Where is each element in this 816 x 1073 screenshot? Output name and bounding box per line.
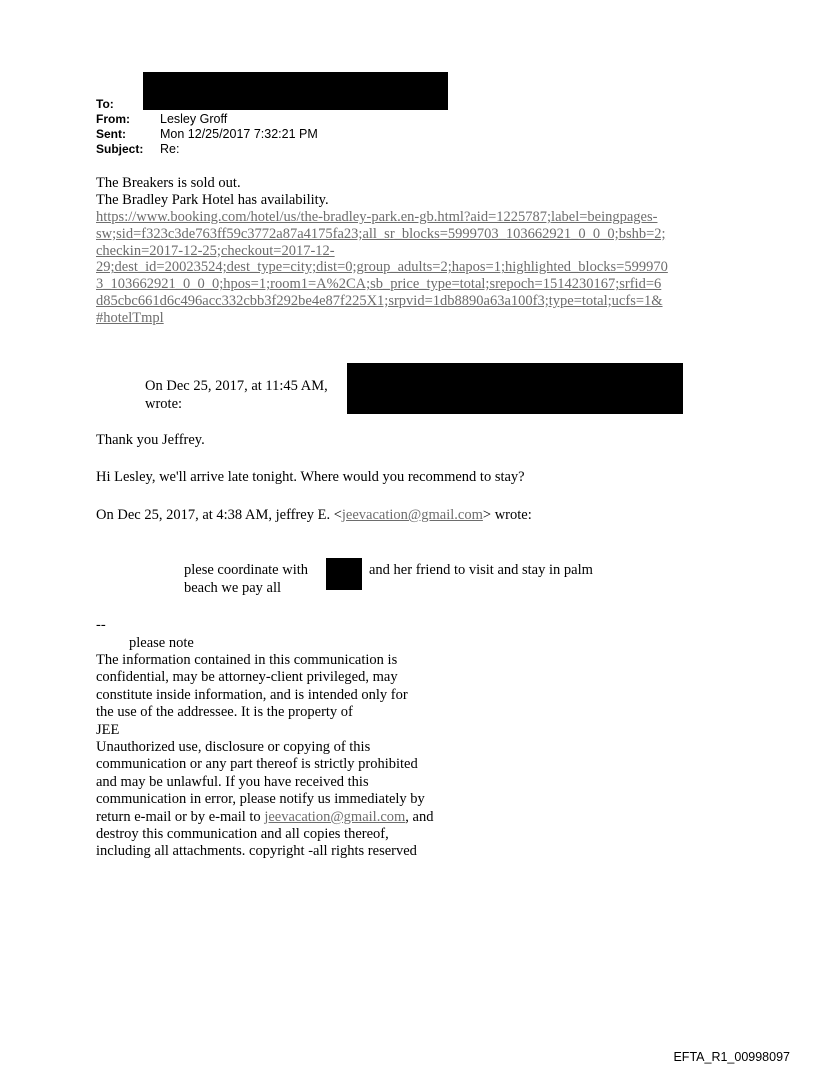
quote2-text-part1: plese coordinate with <box>184 562 309 578</box>
please-note: please note <box>129 635 194 651</box>
sent-value: Mon 12/25/2017 7:32:21 PM <box>160 127 318 141</box>
document-id: EFTA_R1_00998097 <box>673 1050 790 1064</box>
redaction-quote2-name <box>326 558 362 590</box>
disclaimer-line: and may be unlawful. If you have received this <box>96 773 369 790</box>
disclaimer-email-prefix: return e-mail or by e-mail to <box>96 808 265 825</box>
disclaimer-email-link[interactable]: jeevacation@gmail.com <box>264 808 406 825</box>
quote2-attribution <box>96 507 532 524</box>
to-label: To: <box>96 97 114 111</box>
subject-value: Re: <box>160 142 180 156</box>
signature-separator: -- <box>96 617 106 633</box>
attribution-prefix: On Dec 25, 2017, at 4:38 AM, jeffrey E. < <box>96 507 342 523</box>
disclaimer-line: constitute inside information, and is intended only for <box>96 686 408 703</box>
from-value: Lesley Groff <box>160 112 228 126</box>
booking-link-line: sw;sid=f323c3de763ff59c3772a87a4175fa23;all_sr_blocks=5999703_103662921_0_0_0;bshb=2; <box>96 225 666 242</box>
jeevacation-email-link[interactable]: jeevacation@gmail.com <box>341 507 483 523</box>
booking-link-line: checkin=2017-12-25;checkout=2017-12- <box>96 242 335 259</box>
reply-thanks: Thank you Jeffrey. <box>96 432 205 448</box>
disclaimer-line: destroy this communication and all copies thereof, <box>96 826 389 843</box>
disclaimer-email-suffix: , and <box>405 808 434 825</box>
booking-link-line: d85cbc661d6c496acc332cbb3f292be4e87f225X1;srpvid=1db8890a63a100f3;type=total;ucfs=1& <box>96 292 663 309</box>
body-line-sold-out: The Breakers is sold out. <box>96 175 241 191</box>
booking-link-line: 3_103662921_0_0_0;hpos=1;room1=A%2CA;sb_price_type=total;srepoch=1514230167;srfid=6 <box>96 276 662 293</box>
confidentiality-disclaimer <box>96 652 433 861</box>
redaction-to-recipient <box>143 72 448 110</box>
disclaimer-line: including all attachments. copyright -all rights reserved <box>96 843 417 860</box>
disclaimer-line: JEE <box>96 721 120 738</box>
attribution-suffix: > wrote: <box>482 507 532 523</box>
quote2-text-part2: and her friend to visit and stay in palm <box>369 562 593 578</box>
disclaimer-line: communication in error, please notify us immediately by <box>96 791 425 808</box>
quote1-attribution: On Dec 25, 2017, at 11:45 AM, <box>145 378 328 394</box>
from-label: From: <box>96 112 130 126</box>
redaction-quote1-sender <box>347 363 683 414</box>
booking-link-line: #hotelTmpl <box>96 309 164 326</box>
body-line-availability: The Bradley Park Hotel has availability. <box>96 192 329 208</box>
booking-link-line: 29;dest_id=20023524;dest_type=city;dist=0;group_adults=2;hapos=1;highlighted_blocks=599970 <box>96 259 668 276</box>
sent-label: Sent: <box>96 127 126 141</box>
quote1-wrote: wrote: <box>145 396 183 412</box>
reply-question: Hi Lesley, we'll arrive late tonight. Where would you recommend to stay? <box>96 469 525 485</box>
disclaimer-line: communication or any part thereof is strictly prohibited <box>96 756 418 773</box>
disclaimer-line: the use of the addressee. It is the property of <box>96 704 353 721</box>
booking-link-line: https://www.booking.com/hotel/us/the-bradley-park.en-gb.html?aid=1225787;label=beingpages- <box>96 209 658 225</box>
disclaimer-line: Unauthorized use, disclosure or copying of this <box>96 739 371 756</box>
booking-link[interactable] <box>96 209 726 327</box>
disclaimer-line: confidential, may be attorney-client privileged, may <box>96 669 398 686</box>
quote2-text-line2: beach we pay all <box>184 580 282 596</box>
disclaimer-email-line <box>96 809 433 826</box>
disclaimer-line: The information contained in this communication is <box>96 652 398 668</box>
subject-label: Subject: <box>96 142 144 156</box>
